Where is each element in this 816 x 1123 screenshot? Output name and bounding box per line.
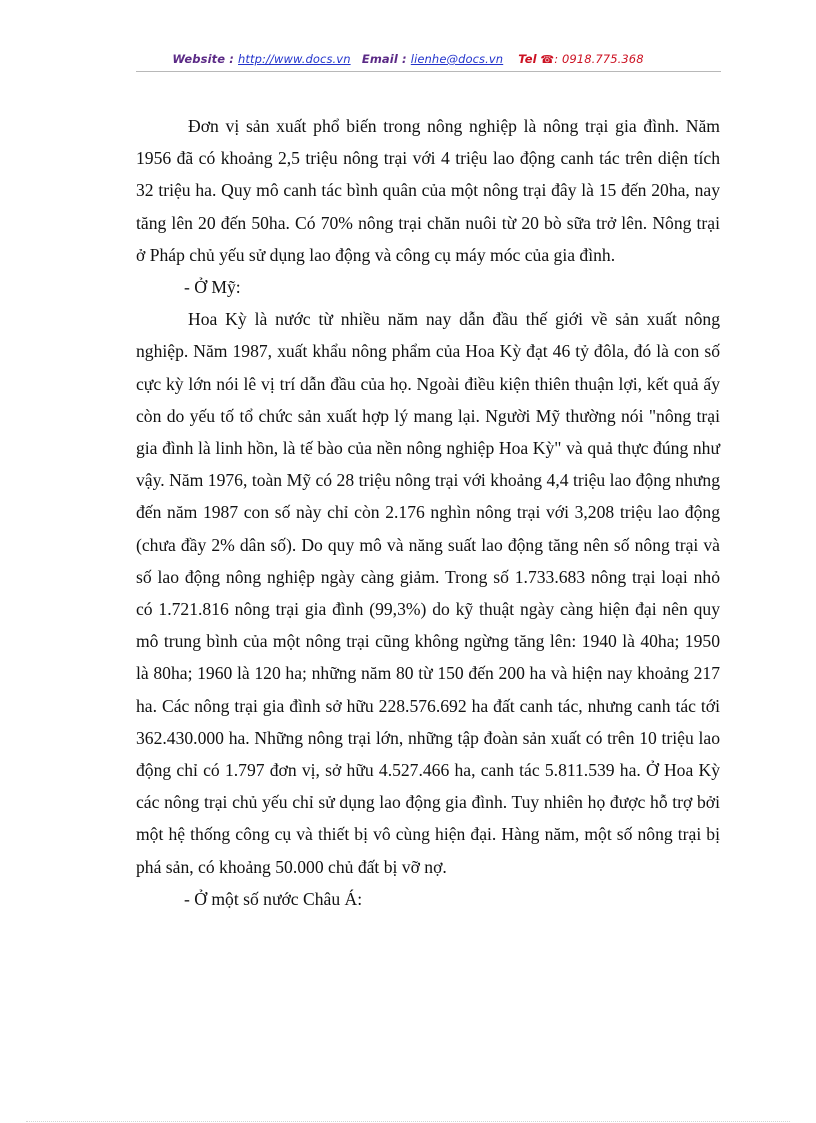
phone-icon: ☎: [540, 53, 555, 66]
document-body: [136, 110, 720, 915]
section-heading-asia: - Ở một số nước Châu Á:: [184, 888, 363, 909]
email-separator: :: [397, 52, 411, 66]
page-bottom-border: [26, 1121, 790, 1122]
tel-value: : 0918.775.368: [554, 52, 644, 66]
website-link[interactable]: http://www.docs.vn: [238, 52, 351, 66]
website-label: Website: [172, 52, 226, 66]
email-link[interactable]: lienhe@docs.vn: [410, 52, 504, 66]
email-label: Email: [361, 52, 398, 66]
page-header: [0, 52, 816, 66]
section-heading-usa: - Ở Mỹ:: [184, 277, 241, 298]
header-divider: [136, 71, 721, 72]
paragraph-usa-farms: Hoa Kỳ là nước từ nhiều năm nay dẫn đầu thế giới về sản xuất nông nghiệp. Năm 1987, xuất khẩu nông phẩm của Hoa Kỳ đạt 46 tỷ đôla, đó là con số cực kỳ lớn nói lê vị trí dẫn đầu của họ. Ngoài điều kiện thiên thuận lợi, kết quả ấy còn do yếu tố tổ chức sản xuất hợp lý mang lại. Người Mỹ thường nói "nông trại gia đình là linh hồn, là tế bào của nền nông nghiệp Hoa Kỳ" và quả thực đúng như vậy. Năm 1976, toàn Mỹ có 28 triệu nông trại với khoảng 4,4 triệu lao động nhưng đến năm 1987 con số này chỉ còn 2.176 nghìn nông trại với 3,208 triệu lao động (chưa đầy 2% dân số). Do quy mô và năng suất lao động tăng nên số nông trại và số lao động nông nghiệp ngày càng giảm. Trong số 1.733.683 nông trại loại nhỏ có 1.721.816 nông trại gia đình (99,3%) do kỹ thuật ngày càng hiện đại nên quy mô trung bình của một nông trại cũng không ngừng tăng lên: 1940 là 40ha; 1950 là 80ha; 1960 là 120 ha; những năm 80 từ 150 đến 200 ha và hiện nay khoảng 217 ha. Các nông trại gia đình sở hữu 228.576.692 ha đất canh tác, nhưng canh tác tới 362.430.000 ha. Những nông trại lớn, những tập đoàn sản xuất có trên 10 triệu lao động chỉ có 1.797 đơn vị, sở hữu 4.527.466 ha, canh tác 5.811.539 ha. Ở Hoa Kỳ các nông trại chủ yếu chỉ sử dụng lao động gia đình. Tuy nhiên họ được hỗ trợ bởi một hệ thống công cụ và thiết bị vô cùng hiện đại. Hàng năm, một số nông trại bị phá sản, có khoảng 50.000 chủ đất bị vỡ nợ.: [136, 309, 720, 877]
tel-label: Tel: [518, 52, 537, 66]
paragraph-france-farms: Đơn vị sản xuất phổ biến trong nông nghiệp là nông trại gia đình. Năm 1956 đã có khoảng 2,5 triệu nông trại với 4 triệu lao động canh tác trên diện tích 32 triệu ha. Quy mô canh tác bình quân của một nông trại đây là 15 đến 20ha, nay tăng lên 20 đến 50ha. Có 70% nông trại chăn nuôi từ 20 bò sữa trở lên. Nông trại ở Pháp chủ yếu sử dụng lao động và công cụ máy móc của gia đình.: [136, 116, 720, 265]
website-separator: :: [225, 52, 239, 66]
